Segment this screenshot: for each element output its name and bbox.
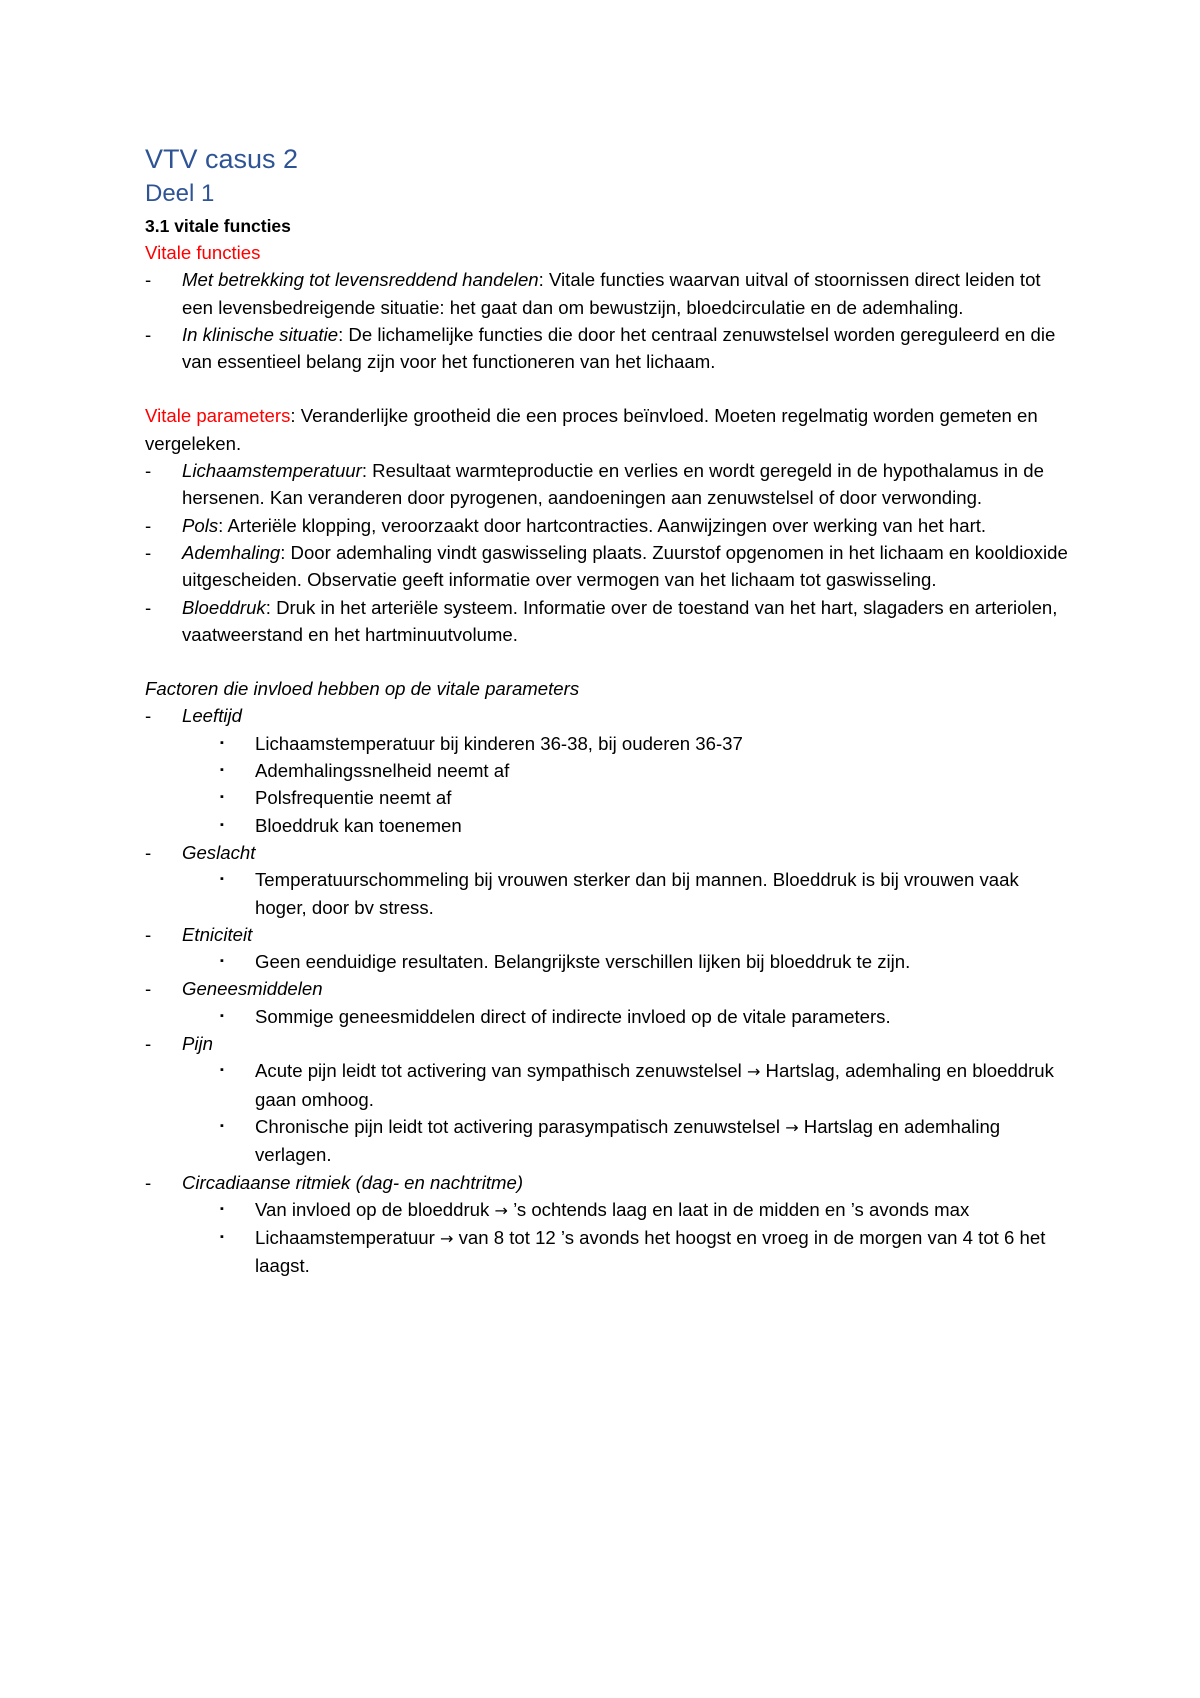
vitale-parameters-text: : Veranderlijke grootheid die een proces beïnvloed. Moeten regelmatig worden gemeten en vergeleken. (145, 405, 1038, 454)
item-text: Chronische pijn leidt tot activering parasympatisch zenuwstelsel (255, 1115, 786, 1137)
term: In klinische situatie (182, 323, 339, 345)
square-bullet: ▪ (220, 1064, 224, 1077)
factor-circadiaanse-ritmiek (145, 1169, 1075, 1196)
dash-bullet: - (145, 269, 152, 291)
sub-list-item (145, 730, 1075, 757)
item-text: Ademhalingssnelheid neemt af (255, 760, 510, 782)
dash-bullet: - (145, 923, 152, 945)
arrow-icon: → (746, 1062, 761, 1082)
dash-bullet: - (145, 1033, 152, 1055)
list-item (145, 321, 1075, 376)
vitale-parameters-paragraph (145, 402, 1075, 457)
sub-list-item (145, 1057, 1075, 1113)
square-bullet: ▪ (220, 955, 224, 968)
factor-geneesmiddelen (145, 975, 1075, 1002)
list-item (145, 457, 1075, 512)
item-text: van 8 tot 12 ’s avonds het hoogst en vroeg in de morgen van 4 tot 6 het laagst. (255, 1227, 1046, 1277)
item-text: Acute pijn leidt tot activering van sympathisch zenuwstelsel (255, 1060, 747, 1082)
list-item (145, 512, 1075, 539)
factor-geslacht (145, 839, 1075, 866)
term: Ademhaling (182, 541, 281, 563)
vitale-parameters-label: Vitale parameters (145, 405, 291, 427)
factoren-heading (145, 675, 1075, 702)
list-item (145, 266, 1075, 321)
square-bullet: ▪ (220, 1231, 224, 1244)
item-text: Lichaamstemperatuur (255, 1227, 440, 1249)
factor-label: Pijn (182, 1033, 214, 1055)
factor-pijn (145, 1030, 1075, 1057)
sub-list-item (145, 1196, 1075, 1224)
item-text: : Resultaat warmteproductie en verlies en wordt geregeld in de hypothalamus in de hersenen. Kan veranderen door pyrogenen, aandoeningen aan zenuwstelsel of door verwonding. (182, 460, 1044, 509)
item-text: : Vitale functies waarvan uitval of stoornissen direct leiden tot een levensbedreigende situatie: het gaat dan om bewustzijn, bloedcirculatie en de ademhaling. (182, 269, 1041, 318)
dash-bullet: - (145, 460, 152, 482)
vitale-functies-heading: Vitale functies (145, 242, 261, 263)
arrow-icon: → (785, 1117, 799, 1137)
item-text: Hartslag en ademhaling verlagen. (255, 1115, 1001, 1166)
document-content (145, 142, 1075, 1280)
factoren-heading-text: Factoren die invloed hebben op de vitale parameters (145, 678, 580, 700)
item-text: Geen eenduidige resultaten. Belangrijkste verschillen lijken bij bloeddruk te zijn. (255, 951, 911, 973)
item-text: Hartslag, ademhaling en bloeddruk gaan omhoog. (255, 1060, 1054, 1110)
dash-bullet: - (145, 841, 152, 863)
sub-list-item (145, 812, 1075, 839)
item-text: Polsfrequentie neemt af (255, 787, 452, 809)
square-bullet: ▪ (220, 1009, 224, 1022)
term: Bloeddruk (182, 596, 266, 618)
dash-bullet: - (145, 978, 152, 1000)
item-text: ’s ochtends laag en laat in de midden en ’s avonds max (507, 1198, 970, 1220)
item-text: Van invloed op de bloeddruk (255, 1198, 495, 1220)
square-bullet: ▪ (220, 873, 224, 886)
square-bullet: ▪ (220, 791, 224, 804)
dash-bullet: - (145, 541, 152, 563)
factor-etniciteit (145, 921, 1075, 948)
item-text: : Door ademhaling vindt gaswisseling plaats. Zuurstof opgenomen in het lichaam en kooldioxide uitgescheiden. Observatie geeft informatie over vermogen van het lichaam tot gaswisseling. (182, 541, 1068, 591)
item-text: Temperatuurschommeling bij vrouwen sterker dan bij mannen. Bloeddruk is bij vrouwen vaak hoger, door bv stress. (255, 869, 1019, 918)
term: Lichaamstemperatuur (182, 460, 362, 482)
dash-bullet: - (145, 514, 152, 536)
dash-bullet: - (145, 596, 152, 618)
item-text: : De lichamelijke functies die door het centraal zenuwstelsel worden gereguleerd en die van essentieel belang zijn voor het functioneren van het lichaam. (182, 323, 1056, 373)
factor-label: Geslacht (182, 841, 256, 863)
square-bullet: ▪ (220, 1119, 224, 1132)
list-item (145, 594, 1075, 649)
factor-label: Etniciteit (182, 923, 253, 945)
sub-list-item (145, 1224, 1075, 1280)
factor-label: Circadiaanse ritmiek (dag- en nachtritme) (182, 1171, 524, 1193)
square-bullet: ▪ (220, 764, 224, 777)
square-bullet: ▪ (220, 818, 224, 831)
term: Pols (182, 514, 219, 536)
sub-list-item (145, 757, 1075, 784)
arrow-icon: → (440, 1229, 454, 1249)
item-text: Lichaamstemperatuur bij kinderen 36-38, bij ouderen 36-37 (255, 732, 743, 754)
sub-list-item (145, 948, 1075, 975)
factor-leeftijd (145, 702, 1075, 729)
factor-label: Geneesmiddelen (182, 978, 323, 1000)
item-text: Bloeddruk kan toenemen (255, 814, 462, 836)
square-bullet: ▪ (220, 1202, 224, 1215)
heading-vitale-functies: 3.1 vitale functies (145, 216, 291, 236)
sub-list-item (145, 1113, 1075, 1169)
dash-bullet: - (145, 1171, 152, 1193)
sub-list-item (145, 784, 1075, 811)
list-item (145, 539, 1075, 594)
document-title: VTV casus 2 (145, 144, 299, 174)
factor-label: Leeftijd (182, 705, 242, 727)
term: Met betrekking tot levensreddend handelen (182, 269, 539, 291)
item-text: : Druk in het arteriële systeem. Informatie over de toestand van het hart, slagaders en arteriolen, vaatweerstand en het hartminuutvolume. (182, 596, 1058, 645)
dash-bullet: - (145, 323, 152, 345)
sub-list-item (145, 1003, 1075, 1030)
dash-bullet: - (145, 705, 152, 727)
sub-list-item (145, 866, 1075, 921)
item-text: Sommige geneesmiddelen direct of indirecte invloed op de vitale parameters. (255, 1005, 891, 1027)
square-bullet: ▪ (220, 736, 224, 749)
arrow-icon: → (494, 1200, 508, 1220)
item-text: : Arteriële klopping, veroorzaakt door hartcontracties. Aanwijzingen over werking van het hart. (218, 514, 987, 536)
heading-deel-1: Deel 1 (145, 180, 215, 207)
